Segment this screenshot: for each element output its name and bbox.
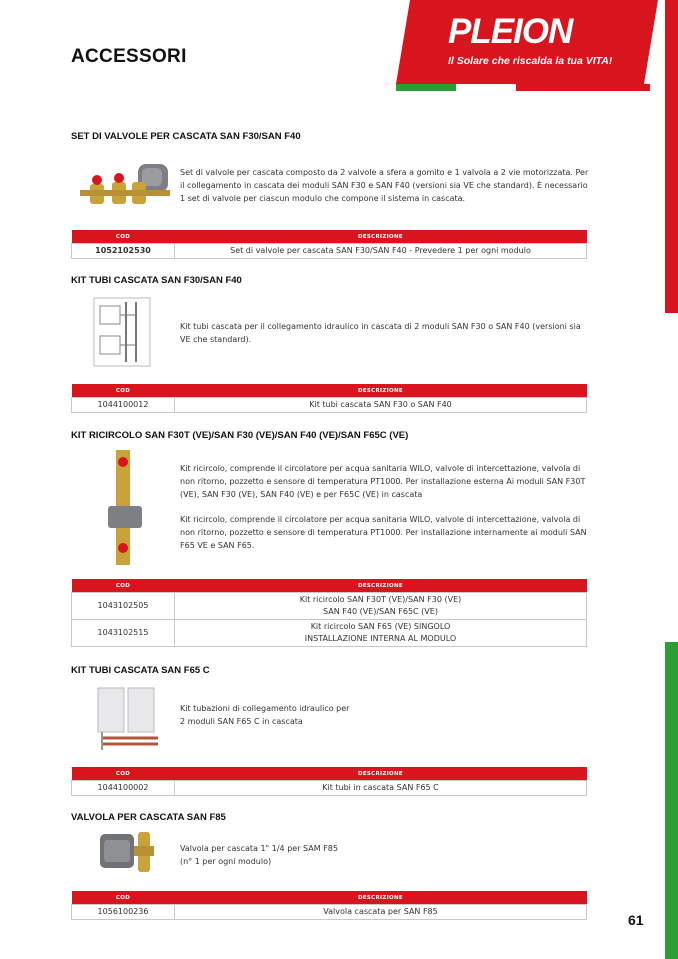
logo-wordmark: PLEION (448, 12, 573, 51)
product-description: Set di valvole per cascata SAN F30/SAN F40 - Prevedere 1 per ogni modulo (175, 244, 587, 259)
page-title: ACCESSORI (71, 46, 187, 67)
side-accent-red (665, 0, 678, 313)
product-description: Kit tubi in cascata SAN F65 C (175, 781, 587, 796)
table-row (72, 905, 587, 920)
product-code: 1044100012 (72, 398, 175, 413)
section-description: Kit tubi cascata per il collegamento idraulico in cascata di 2 moduli SAN F30 o SAN F40 (versioni sia VE che standard). (180, 322, 581, 344)
product-table (71, 767, 587, 796)
product-code: 1043102505 (72, 593, 175, 620)
column-header-description: DESCRIZIONE (175, 767, 587, 781)
column-header-description: DESCRIZIONE (175, 230, 587, 244)
table-row (72, 781, 587, 796)
section-description: Kit tubazioni di collegamento idraulico per 2 moduli SAN F65 C in cascata (180, 704, 350, 726)
logo-tagline: Il Solare che riscalda la tua VITA! (448, 55, 613, 67)
section-description: Set di valvole per cascata composto da 2 valvole a sfera a gomito e 1 valvola a 2 vie motorizzata. Per il collegamento in cascata dei moduli SAN F30 e SAN F40 (versioni sia VE che standard). È necessario 1 set di valvole per ciascun modulo che compone il sistema in cascata. (180, 168, 589, 203)
product-description (175, 593, 587, 620)
product-code: 1056100236 (72, 905, 175, 920)
brand-logo (396, 0, 658, 90)
product-table (71, 230, 587, 259)
column-header-code: COD (72, 891, 175, 905)
section-title-pipe-kit-f65c: KIT TUBI CASCATA SAN F65 C (71, 665, 210, 676)
section-description: Kit ricircolo, comprende il circolatore per acqua sanitaria WILO, valvole di intercettazione, valvola di non ritorno, pozzetto e sensore di temperatura PT1000. Per installazione esterna Ai moduli SAN F30T (VE), SAN F30 (VE), SAN F40 (VE) e per F65C (VE) in cascata Kit ricircolo, comprende il circolatore per acqua sanitaria WILO, valvole di intercettazione, valvola di non ritorno, pozzetto e sensore di temperatura PT1000. Per installazione internamente ai moduli SAN F65 VE e SAN F65. (180, 464, 587, 550)
cascade-valve-image (98, 830, 160, 874)
table-row (72, 244, 587, 259)
description-line: Kit ricircolo SAN F30T (VE)/SAN F30 (VE) (299, 595, 462, 604)
valve-set-image (80, 160, 170, 210)
product-code: 1043102515 (72, 620, 175, 647)
pipe-kit-f65c-image (96, 686, 160, 752)
table-row (72, 398, 587, 413)
recirculation-kit-image (104, 450, 144, 565)
section-title-cascade-valve: VALVOLA PER CASCATA SAN F85 (71, 812, 226, 823)
product-table (71, 579, 587, 647)
product-description (175, 620, 587, 647)
section-title-pipe-kit: KIT TUBI CASCATA SAN F30/SAN F40 (71, 275, 242, 286)
table-row (72, 593, 587, 620)
column-header-code: COD (72, 767, 175, 781)
description-line: Kit ricircolo SAN F65 (VE) SINGOLO (310, 622, 451, 631)
side-accent-green (665, 642, 678, 959)
description-line: SAN F40 (VE)/SAN F65C (VE) (323, 607, 438, 616)
description-line: INSTALLAZIONE INTERNA AL MODULO (304, 634, 457, 643)
pipe-kit-diagram (92, 296, 152, 368)
section-description: Valvola per cascata 1" 1/4 per SAM F85 (n° 1 per ogni modulo) (180, 844, 338, 866)
column-header-code: COD (72, 579, 175, 593)
product-table (71, 384, 587, 413)
product-code: 1044100002 (72, 781, 175, 796)
column-header-code: COD (72, 230, 175, 244)
column-header-description: DESCRIZIONE (175, 891, 587, 905)
column-header-code: COD (72, 384, 175, 398)
table-row (72, 620, 587, 647)
column-header-description: DESCRIZIONE (175, 579, 587, 593)
section-title-valve-set: SET DI VALVOLE PER CASCATA SAN F30/SAN F40 (71, 131, 301, 142)
product-code: 1052102530 (72, 244, 175, 259)
product-description: Kit tubi cascata SAN F30 o SAN F40 (175, 398, 587, 413)
product-table (71, 891, 587, 920)
section-title-recirculation-kit: KIT RICIRCOLO SAN F30T (VE)/SAN F30 (VE)/SAN F40 (VE)/SAN F65C (VE) (71, 430, 409, 441)
column-header-description: DESCRIZIONE (175, 384, 587, 398)
page-number: 61 (628, 912, 644, 928)
product-description: Valvola cascata per SAN F85 (175, 905, 587, 920)
